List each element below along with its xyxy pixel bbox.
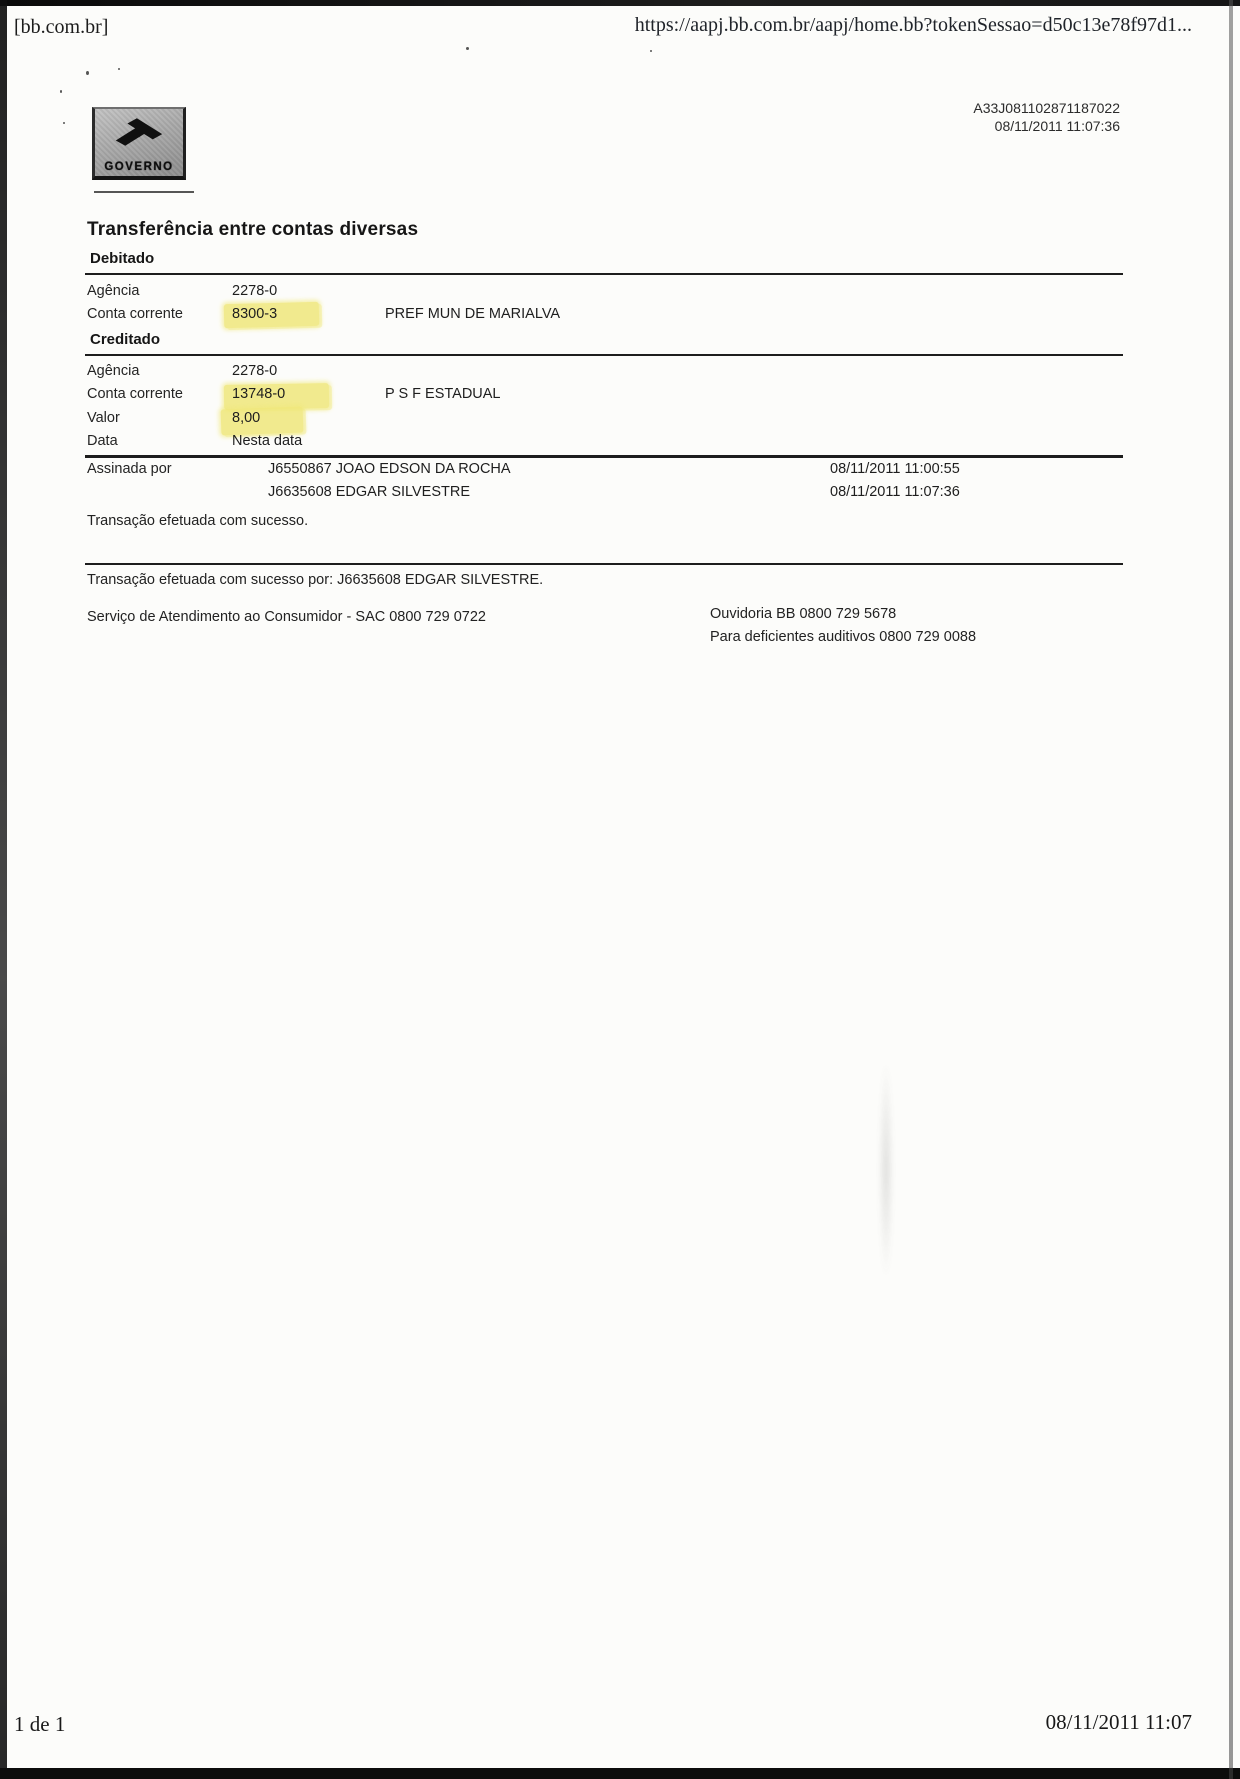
field-row [0, 386, 1240, 406]
signature-timestamp: 08/11/2011 11:00:55 [830, 461, 960, 477]
section-heading-debitado: Debitado [90, 250, 155, 267]
transaction-code: A33J081102871187022 [973, 100, 1120, 116]
status-text: Transação efetuada com sucesso. [87, 513, 309, 529]
scan-speck [63, 122, 65, 124]
signer-name: J6550867 JOAO EDSON DA ROCHA [268, 461, 511, 477]
field-row [0, 306, 1240, 326]
accessibility-info: Para deficientes auditivos 0800 729 0088 [710, 629, 977, 645]
scan-edge-left [0, 0, 7, 1779]
page-title: Transferência entre contas diversas [87, 219, 419, 240]
rule-creditado [85, 354, 1123, 356]
rule-debitado [85, 273, 1123, 275]
field-row [0, 283, 1240, 303]
signature-timestamp: 08/11/2011 11:07:36 [830, 484, 960, 500]
field-label: Conta corrente [87, 386, 183, 402]
field-value: Nesta data [232, 433, 303, 449]
field-label: Valor [87, 410, 120, 426]
field-label: Conta corrente [87, 306, 183, 322]
signatures-label: Assinada por [87, 461, 172, 477]
field-value: 8,00 [232, 410, 261, 426]
scan-edge-top [0, 0, 1240, 6]
field-row [0, 410, 1240, 430]
logo-caption: GOVERNO [104, 161, 174, 173]
field-value: 2278-0 [232, 283, 278, 299]
print-date: 08/11/2011 11:07 [1045, 1710, 1192, 1734]
confirmation-text: Transação efetuada com sucesso por: J6635608 EDGAR SILVESTRE. [87, 572, 544, 588]
sac-info: Serviço de Atendimento ao Consumidor - SAC 0800 729 0722 [87, 609, 486, 625]
rule-signatures [85, 455, 1123, 458]
field-label: Agência [87, 363, 140, 379]
field-label: Data [87, 433, 118, 449]
ouvidoria-info: Ouvidoria BB 0800 729 5678 [710, 606, 897, 622]
signer-name: J6635608 EDGAR SILVESTRE [268, 484, 471, 500]
transaction-meta [700, 99, 1120, 135]
field-row [0, 433, 1240, 453]
section-heading-creditado: Creditado [90, 331, 161, 348]
rule-confirmation [85, 563, 1123, 565]
signature-row [0, 484, 1240, 504]
field-value: 13748-0 [232, 386, 286, 402]
banco-do-brasil-icon [111, 113, 167, 151]
scan-smudge [878, 1060, 894, 1280]
signature-row [0, 461, 1240, 481]
field-label: Agência [87, 283, 140, 299]
account-holder-name: PREF MUN DE MARIALVA [385, 306, 561, 322]
scan-edge-bottom [0, 1768, 1240, 1779]
scan-edge-right [1229, 0, 1233, 1779]
transaction-datetime: 08/11/2011 11:07:36 [994, 118, 1120, 134]
logo-underline [94, 191, 194, 193]
scan-speck [86, 71, 89, 75]
scan-speck [60, 90, 62, 93]
print-header-url: https://aapj.bb.com.br/aapj/home.bb?tokenSessao=d50c13e78f97d1... [634, 14, 1192, 36]
account-holder-name: P S F ESTADUAL [385, 386, 501, 402]
scan-speck [650, 50, 652, 52]
field-row [0, 363, 1240, 383]
scan-speck [118, 68, 120, 70]
field-value: 8300-3 [232, 306, 278, 322]
print-header-site: [bb.com.br] [14, 16, 109, 38]
bank-logo [92, 107, 186, 180]
scan-speck [466, 47, 469, 50]
page-number: 1 de 1 [14, 1712, 66, 1736]
field-value: 2278-0 [232, 363, 278, 379]
